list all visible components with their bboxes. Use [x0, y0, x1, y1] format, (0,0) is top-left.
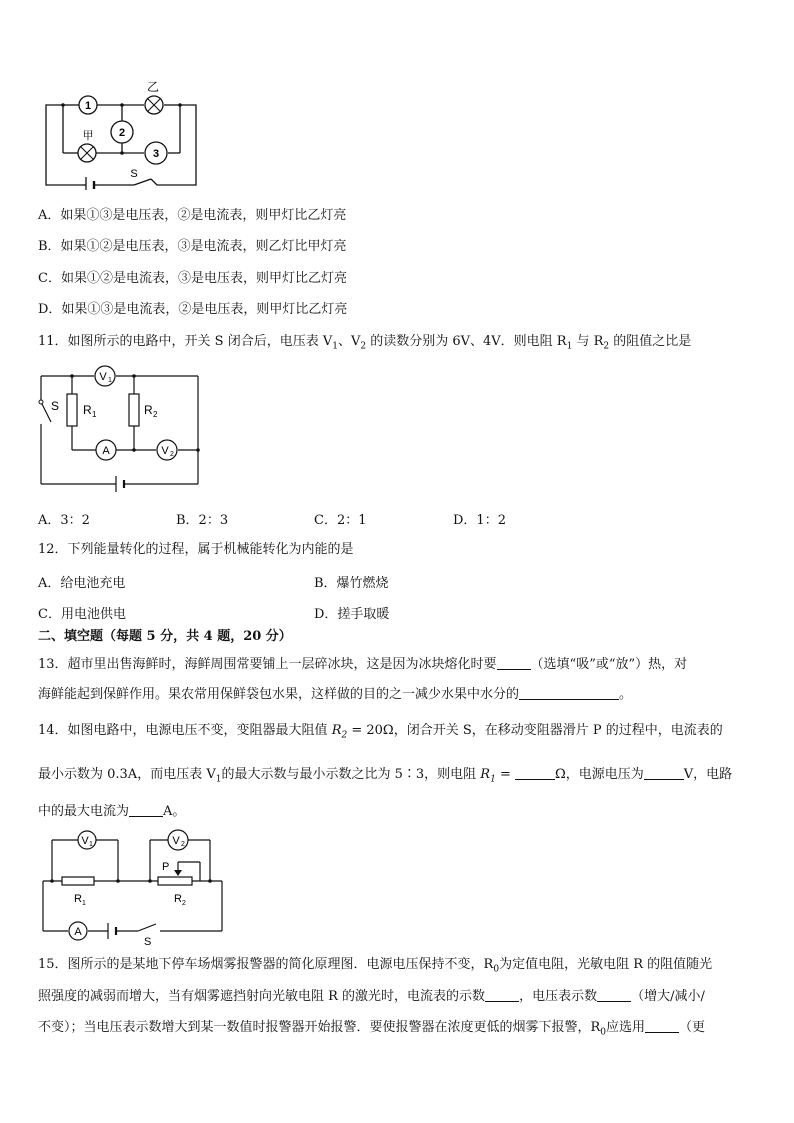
q14-blank-r1[interactable] — [515, 765, 555, 780]
switch-label: S — [130, 168, 138, 180]
section-2-heading: 二、填空题（每题 5 分，共 4 题，20 分） — [38, 629, 292, 644]
q15-blank-1[interactable] — [485, 987, 519, 1002]
v1-sub: 1 — [108, 377, 112, 384]
s-label: S — [51, 399, 60, 413]
q15-blank-3[interactable] — [645, 1018, 679, 1033]
q10-option-b: B．如果①②是电压表，③是电流表，则乙灯比甲灯亮 — [38, 239, 347, 254]
q14-blank-current[interactable] — [129, 802, 163, 817]
q14-s-label: S — [144, 936, 152, 946]
q14-r2-label: R — [174, 893, 182, 905]
q14-circuit-diagram — [38, 826, 238, 946]
q14-v1-symbol: V — [81, 835, 89, 847]
lamp-yi-label: 乙 — [146, 80, 160, 94]
q10-option-a: A．如果①③是电压表，②是电流表，则甲灯比乙灯亮 — [38, 208, 347, 223]
q10-circuit-diagram — [38, 75, 208, 190]
q13-blank-1[interactable] — [497, 655, 531, 670]
r1-label: R — [83, 403, 92, 417]
q14-blank-voltage[interactable] — [644, 765, 684, 780]
q13-blank-2[interactable] — [519, 685, 619, 700]
q12-option-b: B．爆竹燃烧 — [314, 576, 389, 591]
q14-line-1: 14．如图电路中，电源电压不变，变阻器最大阻值 $R_2 = 20\Omega$，闭合开关 S，在移动变阻器滑片 P 的过程中，电流表的 — [38, 723, 723, 741]
q11-option-d: D．1：2 — [453, 513, 506, 528]
meter-1-label: 1 — [84, 100, 92, 112]
q13-text: 13．超市里出售海鲜时，海鲜周围常要铺上一层碎冰块，这是因为冰块熔化时要 （选填“吸”或“放”）热，对 海鲜能起到保鲜作用。果农常用保鲜袋包水果，这样做的目的之一减少水果中水分的 。 — [38, 657, 688, 702]
q14-v1-sub: 1 — [89, 841, 93, 848]
q12-option-a: A．给电池充电 — [38, 576, 126, 591]
q14-r2-sub: 2 — [182, 900, 186, 907]
r2-sub: 2 — [153, 410, 158, 419]
q14-line-3: 中的最大电流为 A。 — [38, 804, 186, 819]
v1-symbol: V — [99, 371, 107, 383]
r1-sub: 1 — [92, 410, 97, 419]
q14-r1-sub: 1 — [82, 900, 86, 907]
q11-stem: 11．如图所示的电路中，开关 S 闭合后，电压表 $V_1$、$V_2$ 的读数分别为 6V、4V．则电阻 $R_1$ 与 $R_2$ 的阻值之比是 — [38, 334, 692, 352]
q15-line-3: 不变）；当电压表示数增大到某一数值时报警器开始报警．要使报警器在浓度更低的烟雾下报警，$R_0$应选用 （更 — [38, 1020, 706, 1038]
q15-blank-2[interactable] — [597, 987, 631, 1002]
v2-symbol: V — [161, 445, 169, 457]
q14-p-label: P — [162, 861, 170, 873]
q12-stem: 12．下列能量转化的过程，属于机械能转化为内能的是 — [38, 542, 354, 557]
q11-option-c: C．2：1 — [314, 513, 367, 528]
q11-circuit-diagram — [36, 364, 206, 494]
lamp-jia — [78, 144, 96, 162]
lamp-jia-label: 甲 — [82, 130, 94, 142]
v2-sub: 2 — [170, 451, 174, 458]
q12-option-c: C．用电池供电 — [38, 607, 126, 622]
q12-option-d: D．搓手取暖 — [314, 607, 390, 622]
q14-v2-sub: 2 — [181, 841, 185, 848]
q14-r1-label: R — [74, 893, 82, 905]
q14-v2-symbol: V — [172, 835, 180, 847]
q10-option-c: C．如果①②是电流表，③是电压表，则甲灯比乙灯亮 — [38, 271, 347, 286]
q10-option-d: D．如果①③是电流表，②是电压表，则甲灯比乙灯亮 — [38, 302, 348, 317]
r2-label: R — [144, 403, 153, 417]
lamp-yi — [145, 96, 163, 114]
q14-line-2: 最小示数为 0.3A，而电压表 $V_1$的最大示数与最小示数之比为 5∶3，则电阻 $R_1 = \Omega$，电源电压为 V，电路 — [38, 767, 733, 785]
ammeter-symbol: A — [102, 445, 110, 457]
q11-option-b: B．2：3 — [176, 513, 229, 528]
meter-3-label: 3 — [152, 148, 160, 160]
q15-line-2: 照强度的减弱而增大，当有烟雾遮挡射向光敏电阻 R 的激光时，电流表的示数 ，电压表示数 （增大/减小/ — [38, 989, 705, 1004]
meter-2-label: 2 — [118, 127, 126, 139]
q15-line-1: 15．图所示的是某地下停车场烟雾报警器的简化原理图．电源电压保持不变，$R_0$为定值电阻，光敏电阻 R 的阻值随光 — [38, 957, 713, 975]
q11-option-a: A．3：2 — [38, 513, 90, 528]
q14-ammeter-symbol: A — [74, 926, 82, 938]
